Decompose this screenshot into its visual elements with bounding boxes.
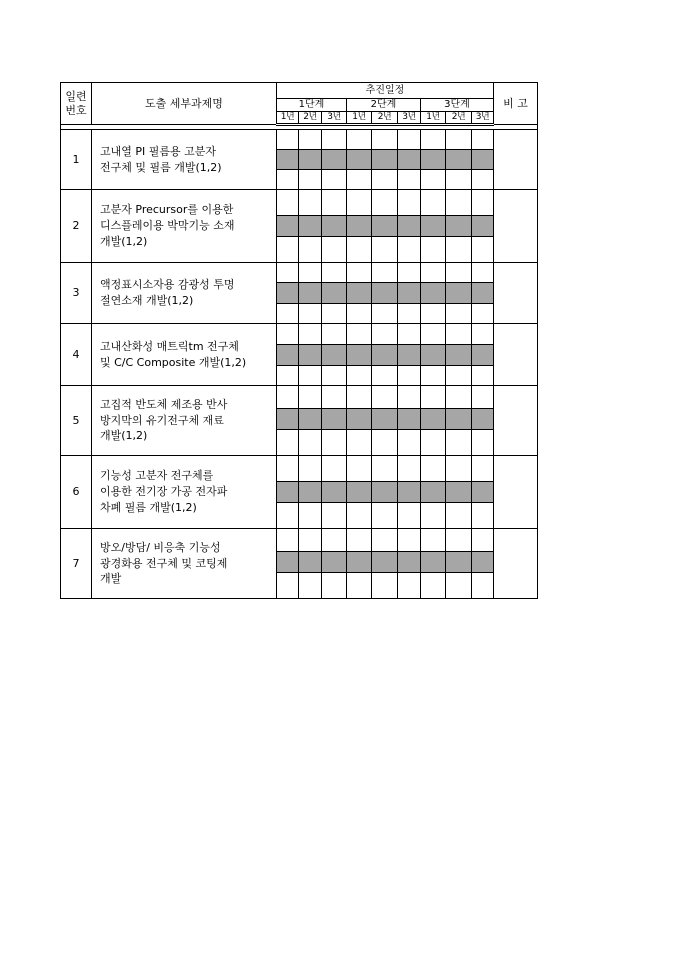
schedule-bar-cell <box>322 283 347 304</box>
schedule-cell <box>421 190 446 216</box>
schedule-cell <box>322 456 347 482</box>
schedule-cell <box>277 304 299 324</box>
schedule-bar-cell <box>299 482 322 503</box>
schedule-cell <box>398 237 421 263</box>
schedule-cell <box>347 456 372 482</box>
schedule-cell <box>322 263 347 283</box>
schedule-cell <box>398 324 421 345</box>
header-remarks: 비 고 <box>494 83 538 125</box>
schedule-cell <box>299 529 322 552</box>
schedule-bar-cell <box>299 552 322 573</box>
schedule-cell <box>347 366 372 386</box>
schedule-bar-cell <box>472 552 494 573</box>
schedule-cell <box>372 430 398 456</box>
schedule-cell <box>347 263 372 283</box>
schedule-table <box>60 82 538 599</box>
schedule-bar-cell <box>299 216 322 237</box>
schedule-cell <box>322 366 347 386</box>
schedule-cell <box>398 386 421 409</box>
schedule-cell <box>347 237 372 263</box>
schedule-cell <box>299 237 322 263</box>
schedule-bar-cell <box>421 345 446 366</box>
schedule-bar-cell <box>322 216 347 237</box>
schedule-bar-cell <box>372 216 398 237</box>
schedule-cell <box>277 190 299 216</box>
task-number: 7 <box>61 529 92 599</box>
schedule-bar-cell <box>372 345 398 366</box>
schedule-cell <box>322 130 347 150</box>
schedule-cell <box>277 324 299 345</box>
schedule-bar-cell <box>372 150 398 170</box>
schedule-cell <box>347 430 372 456</box>
schedule-cell <box>446 503 472 529</box>
schedule-cell <box>322 190 347 216</box>
schedule-cell <box>421 263 446 283</box>
schedule-cell <box>372 573 398 599</box>
schedule-cell <box>421 366 446 386</box>
schedule-cell <box>398 366 421 386</box>
schedule-cell <box>372 324 398 345</box>
schedule-cell <box>421 304 446 324</box>
schedule-bar-cell <box>446 482 472 503</box>
schedule-cell <box>277 573 299 599</box>
schedule-cell <box>372 366 398 386</box>
schedule-cell <box>322 503 347 529</box>
schedule-bar-cell <box>398 552 421 573</box>
schedule-cell <box>472 430 494 456</box>
schedule-cell <box>398 304 421 324</box>
schedule-cell <box>398 529 421 552</box>
schedule-cell <box>322 237 347 263</box>
table-row <box>61 386 538 409</box>
schedule-cell <box>398 130 421 150</box>
header-year: 2년 <box>372 112 398 125</box>
schedule-bar-cell <box>277 345 299 366</box>
header-stage-3: 3단계 <box>421 99 494 112</box>
remarks-cell <box>494 263 538 324</box>
schedule-cell <box>446 529 472 552</box>
schedule-bar-cell <box>372 409 398 430</box>
table-row <box>61 456 538 482</box>
schedule-bar-cell <box>299 409 322 430</box>
schedule-cell <box>472 386 494 409</box>
schedule-cell <box>372 190 398 216</box>
schedule-cell <box>277 366 299 386</box>
table-row <box>61 324 538 345</box>
schedule-cell <box>347 130 372 150</box>
schedule-bar-cell <box>472 216 494 237</box>
schedule-cell <box>421 456 446 482</box>
header-year: 3년 <box>322 112 347 125</box>
schedule-cell <box>472 529 494 552</box>
schedule-cell <box>421 237 446 263</box>
schedule-bar-cell <box>398 482 421 503</box>
schedule-cell <box>446 456 472 482</box>
schedule-bar-cell <box>446 283 472 304</box>
schedule-cell <box>299 263 322 283</box>
schedule-cell <box>372 386 398 409</box>
schedule-cell <box>472 573 494 599</box>
schedule-cell <box>299 456 322 482</box>
schedule-cell <box>322 304 347 324</box>
schedule-cell <box>398 430 421 456</box>
schedule-cell <box>446 190 472 216</box>
task-title: 방오/방담/ 비응축 기능성 광경화용 전구체 및 코팅제 개발 <box>92 529 277 599</box>
schedule-bar-cell <box>446 150 472 170</box>
task-number: 3 <box>61 263 92 324</box>
remarks-cell <box>494 529 538 599</box>
schedule-bar-cell <box>322 552 347 573</box>
schedule-cell <box>299 130 322 150</box>
schedule-cell <box>446 170 472 190</box>
task-number: 1 <box>61 130 92 190</box>
schedule-cell <box>472 456 494 482</box>
task-number: 6 <box>61 456 92 529</box>
schedule-bar-cell <box>299 150 322 170</box>
schedule-cell <box>322 430 347 456</box>
schedule-cell <box>421 573 446 599</box>
schedule-cell <box>398 573 421 599</box>
schedule-cell <box>347 190 372 216</box>
schedule-cell <box>277 263 299 283</box>
schedule-cell <box>446 237 472 263</box>
schedule-bar-cell <box>421 150 446 170</box>
schedule-bar-cell <box>446 345 472 366</box>
schedule-cell <box>277 529 299 552</box>
schedule-cell <box>299 503 322 529</box>
schedule-bar-cell <box>347 552 372 573</box>
schedule-bar-cell <box>347 345 372 366</box>
header-year: 1년 <box>421 112 446 125</box>
table-row <box>61 130 538 150</box>
schedule-bar-cell <box>372 283 398 304</box>
table-row <box>61 190 538 216</box>
schedule-cell <box>421 170 446 190</box>
remarks-cell <box>494 130 538 190</box>
schedule-cell <box>421 130 446 150</box>
header-year: 1년 <box>277 112 299 125</box>
header-year: 1년 <box>347 112 372 125</box>
schedule-cell <box>421 503 446 529</box>
schedule-cell <box>322 386 347 409</box>
schedule-bar-cell <box>421 409 446 430</box>
schedule-bar-cell <box>299 283 322 304</box>
remarks-cell <box>494 456 538 529</box>
schedule-cell <box>372 237 398 263</box>
schedule-cell <box>347 573 372 599</box>
schedule-cell <box>421 529 446 552</box>
schedule-bar-cell <box>398 216 421 237</box>
schedule-cell <box>472 366 494 386</box>
schedule-cell <box>446 386 472 409</box>
header-year: 3년 <box>398 112 421 125</box>
schedule-bar-cell <box>322 345 347 366</box>
schedule-cell <box>372 304 398 324</box>
task-title: 고내열 PI 필름용 고분자 전구체 및 필름 개발(1,2) <box>92 130 277 190</box>
remarks-cell <box>494 324 538 386</box>
header-stage-2: 2단계 <box>347 99 421 112</box>
schedule-cell <box>277 237 299 263</box>
schedule-bar-cell <box>347 216 372 237</box>
header-year: 2년 <box>446 112 472 125</box>
schedule-cell <box>398 456 421 482</box>
schedule-cell <box>421 430 446 456</box>
schedule-cell <box>299 324 322 345</box>
remarks-cell <box>494 190 538 263</box>
schedule-cell <box>472 130 494 150</box>
schedule-cell <box>472 263 494 283</box>
schedule-cell <box>322 529 347 552</box>
schedule-cell <box>372 529 398 552</box>
task-title: 액정표시소자용 감광성 투명 절연소재 개발(1,2) <box>92 263 277 324</box>
task-number: 5 <box>61 386 92 456</box>
task-title: 고내산화성 매트릭tm 전구체 및 C/C Composite 개발(1,2) <box>92 324 277 386</box>
schedule-cell <box>446 430 472 456</box>
schedule-cell <box>347 170 372 190</box>
schedule-cell <box>347 304 372 324</box>
schedule-cell <box>446 324 472 345</box>
schedule-bar-cell <box>398 409 421 430</box>
header-year: 2년 <box>299 112 322 125</box>
schedule-bar-cell <box>421 482 446 503</box>
table-row <box>61 263 538 283</box>
schedule-cell <box>299 430 322 456</box>
schedule-cell <box>472 503 494 529</box>
task-title: 고집적 반도체 제조용 반사 방지막의 유기전구체 재료 개발(1,2) <box>92 386 277 456</box>
task-list <box>61 125 538 599</box>
schedule-bar-cell <box>472 409 494 430</box>
schedule-bar-cell <box>277 482 299 503</box>
schedule-cell <box>347 503 372 529</box>
schedule-cell <box>372 170 398 190</box>
schedule-cell <box>372 130 398 150</box>
schedule-cell <box>446 573 472 599</box>
schedule-cell <box>372 503 398 529</box>
schedule-bar-cell <box>398 150 421 170</box>
schedule-cell <box>299 190 322 216</box>
schedule-bar-cell <box>347 150 372 170</box>
task-title: 고분자 Precursor를 이용한 디스플레이용 박막기능 소재 개발(1,2) <box>92 190 277 263</box>
schedule-cell <box>299 573 322 599</box>
schedule-cell <box>372 456 398 482</box>
schedule-bar-cell <box>347 409 372 430</box>
schedule-bar-cell <box>421 216 446 237</box>
header-schedule: 추진일정 <box>277 83 494 99</box>
schedule-cell <box>472 190 494 216</box>
task-title: 기능성 고분자 전구체를 이용한 전기장 가공 전자파 차폐 필름 개발(1,2) <box>92 456 277 529</box>
table-row <box>61 529 538 552</box>
schedule-cell <box>472 237 494 263</box>
schedule-bar-cell <box>277 552 299 573</box>
schedule-cell <box>398 190 421 216</box>
schedule-bar-cell <box>372 552 398 573</box>
schedule-cell <box>299 170 322 190</box>
schedule-cell <box>277 503 299 529</box>
schedule-cell <box>322 324 347 345</box>
header-stage-1: 1단계 <box>277 99 347 112</box>
schedule-cell <box>472 170 494 190</box>
schedule-bar-cell <box>277 150 299 170</box>
schedule-bar-cell <box>421 552 446 573</box>
schedule-cell <box>372 263 398 283</box>
schedule-bar-cell <box>277 409 299 430</box>
schedule-bar-cell <box>446 552 472 573</box>
remarks-cell <box>494 386 538 456</box>
schedule-bar-cell <box>322 150 347 170</box>
schedule-cell <box>398 263 421 283</box>
schedule-bar-cell <box>277 216 299 237</box>
schedule-cell <box>299 366 322 386</box>
schedule-cell <box>446 304 472 324</box>
schedule-cell <box>277 386 299 409</box>
schedule-cell <box>322 170 347 190</box>
schedule-cell <box>322 573 347 599</box>
schedule-cell <box>398 503 421 529</box>
schedule-bar-cell <box>347 283 372 304</box>
task-number: 4 <box>61 324 92 386</box>
schedule-bar-cell <box>347 482 372 503</box>
schedule-cell <box>347 386 372 409</box>
schedule-bar-cell <box>472 345 494 366</box>
schedule-cell <box>446 263 472 283</box>
schedule-cell <box>421 324 446 345</box>
schedule-bar-cell <box>446 216 472 237</box>
schedule-cell <box>299 304 322 324</box>
header-title: 도출 세부과제명 <box>92 83 277 125</box>
schedule-bar-cell <box>299 345 322 366</box>
schedule-cell <box>347 529 372 552</box>
schedule-cell <box>446 366 472 386</box>
schedule-bar-cell <box>372 482 398 503</box>
schedule-bar-cell <box>421 283 446 304</box>
schedule-cell <box>398 170 421 190</box>
schedule-cell <box>446 130 472 150</box>
schedule-bar-cell <box>322 482 347 503</box>
schedule-cell <box>472 324 494 345</box>
schedule-cell <box>277 130 299 150</box>
schedule-bar-cell <box>398 283 421 304</box>
header-no: 일련 번호 <box>61 83 92 125</box>
schedule-bar-cell <box>472 283 494 304</box>
schedule-bar-cell <box>472 482 494 503</box>
schedule-bar-cell <box>472 150 494 170</box>
schedule-cell <box>421 386 446 409</box>
schedule-cell <box>472 304 494 324</box>
header-year: 3년 <box>472 112 494 125</box>
schedule-cell <box>277 456 299 482</box>
schedule-bar-cell <box>446 409 472 430</box>
schedule-bar-cell <box>322 409 347 430</box>
schedule-cell <box>347 324 372 345</box>
task-number: 2 <box>61 190 92 263</box>
schedule-cell <box>277 430 299 456</box>
schedule-bar-cell <box>277 283 299 304</box>
schedule-cell <box>277 170 299 190</box>
schedule-bar-cell <box>398 345 421 366</box>
schedule-cell <box>299 386 322 409</box>
